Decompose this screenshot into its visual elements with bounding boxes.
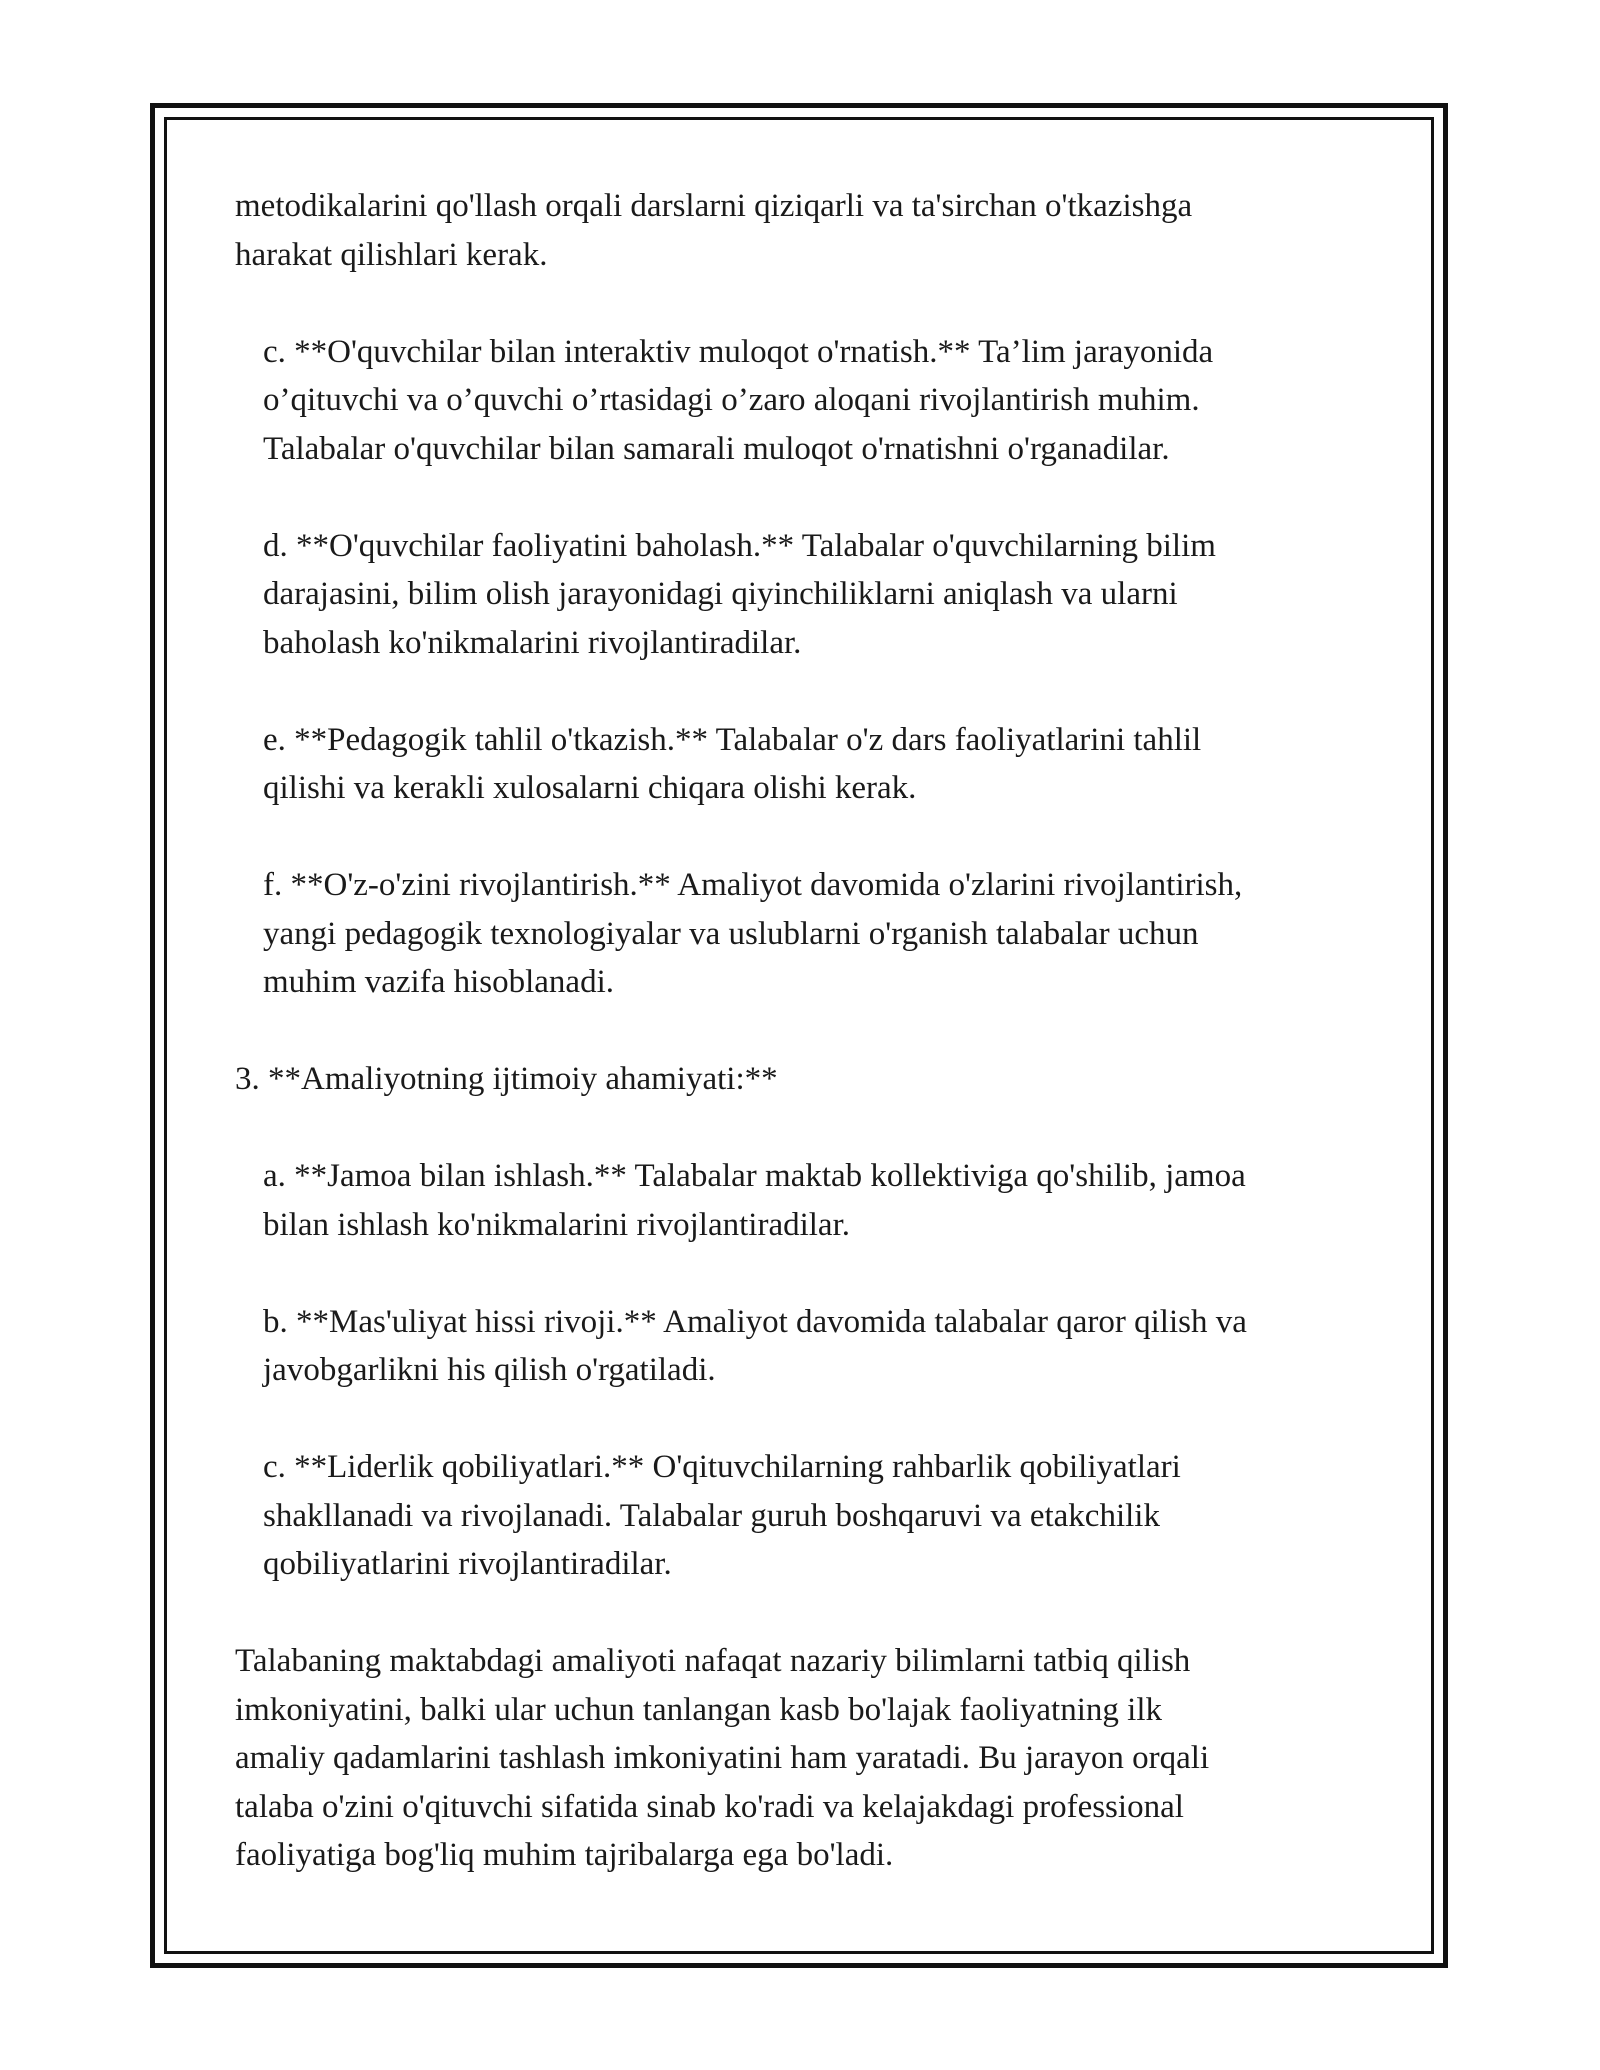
text-line: e. **Pedagogik tahlil o'tkazish.** Talabalar o'z dars faoliyatlarini tahlil [263,721,1202,758]
text-line: c. **Liderlik qobiliyatlari.** O'qituvchilarning rahbarlik qobiliyatlari [263,1449,1181,1485]
text-line: shakllanadi va rivojlanadi. Talabalar guruh boshqaruvi va etakchilik [263,1497,1160,1534]
text-line: harakat qilishlari kerak. [235,236,548,273]
text-line: Talabaning maktabdagi amaliyoti nafaqat nazariy bilimlarni tatbiq qilish [235,1643,1191,1679]
text-line: amaliy qadamlarini tashlash imkoniyatini ham yaratadi. Bu jarayon orqali [235,1740,1210,1776]
text-line: b. **Mas'uliyat hissi rivoji.** Amaliyot davomida talabalar qaror qilish va [263,1303,1247,1340]
text-line: bilan ishlash ko'nikmalarini rivojlantiradilar. [263,1206,850,1243]
text-line: d. **O'quvchilar faoliyatini baholash.** Talabalar o'quvchilarning bilim [263,527,1216,564]
text-line: metodikalarini qo'llash orqali darslarni qiziqarli va ta'sirchan o'tkazishga [235,188,1193,224]
paragraph [235,182,1370,279]
paragraph [235,522,1370,668]
text-line: 3. **Amaliyotning ijtimoiy ahamiyati:** [235,1061,778,1097]
paragraph [235,716,1370,813]
paragraph [235,861,1370,1007]
text-line: darajasini, bilim olish jarayonidagi qiyinchiliklarni aniqlash va ularni [263,576,1178,612]
paragraph [235,1637,1370,1880]
text-line: muhim vazifa hisoblanadi. [263,964,614,1000]
text-line: f. **O'z-o'zini rivojlantirish.** Amaliyot davomida o'zlarini rivojlantirish, [263,867,1243,903]
paragraph [235,1055,1370,1104]
text-line: a. **Jamoa bilan ishlash.** Talabalar maktab kollektiviga qo'shilib, jamoa [263,1158,1246,1194]
text-line: qilishi va kerakli xulosalarni chiqara olishi kerak. [263,770,917,806]
text-line: Talabalar o'quvchilar bilan samarali muloqot o'rnatishni o'rganadilar. [263,430,1170,467]
paragraph [235,1443,1370,1589]
text-line: c. **O'quvchilar bilan interaktiv muloqot o'rnatish.** Ta’lim jarayonida [263,333,1214,370]
text-line: javobgarlikni his qilish o'rgatiladi. [263,1352,716,1388]
text-line: imkoniyatini, balki ular uchun tanlangan kasb bo'lajak faoliyatning ilk [235,1691,1162,1728]
text-line: talaba o'zini o'qituvchi sifatida sinab ko'radi va kelajakdagi professional [235,1788,1184,1825]
document-body [235,182,1370,1880]
paragraph [235,328,1370,474]
paragraph [235,1298,1370,1395]
text-line: qobiliyatlarini rivojlantiradilar. [263,1546,672,1582]
text-line: o’qituvchi va o’quvchi o’rtasidagi o’zaro aloqani rivojlantirish muhim. [263,382,1200,418]
text-line: yangi pedagogik texnologiyalar va uslublarni o'rganish talabalar uchun [263,915,1199,952]
text-line: baholash ko'nikmalarini rivojlantiradilar. [263,624,802,661]
text-line: faoliyatiga bog'liq muhim tajribalarga ega bo'ladi. [235,1837,894,1873]
paragraph [235,1152,1370,1249]
